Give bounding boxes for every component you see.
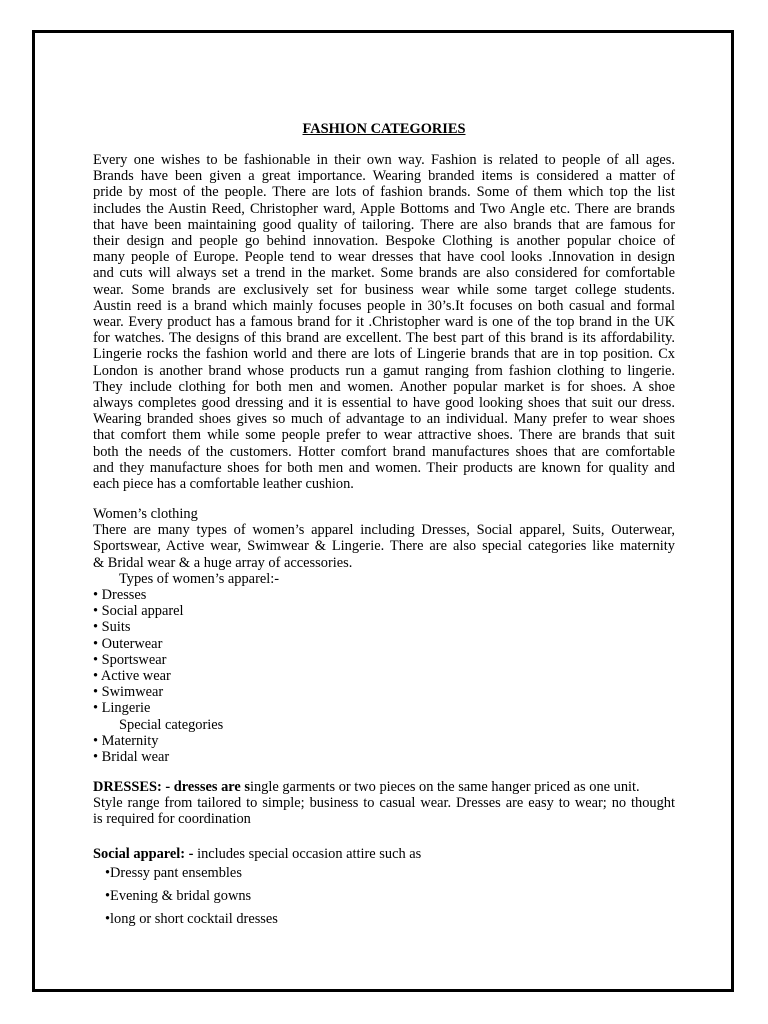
womens-desc-line: There are many types of women’s apparel including Dresses, Social apparel, Suits, Outerwear, xyxy=(93,522,675,539)
apparel-type-item: • Dresses xyxy=(93,587,147,604)
apparel-type-item: • Social apparel xyxy=(93,603,184,620)
womens-clothing-section xyxy=(93,506,675,765)
intro-line: They include clothing for both men and women. Another popular market is for shoes. A shoe xyxy=(93,378,675,395)
intro-line: always completes good dressing and it is essential to have good looking shoes that suit our dress. xyxy=(93,395,675,412)
types-list xyxy=(93,587,675,717)
intro-paragraph xyxy=(93,152,675,492)
intro-line: Every one wishes to be fashionable in their own way. Fashion is related to people of all ages. xyxy=(93,152,675,168)
dresses-text xyxy=(93,795,675,827)
intro-line: and they manufacture shoes for both men and women. Their products are known for quality and xyxy=(93,459,675,476)
intro-line: for watches. The designs of this brand are excellent. The best part of this brand is its affordability. xyxy=(93,330,675,347)
dresses-line: Style range from tailored to simple; business to casual wear. Dresses are easy to wear; no thought xyxy=(93,795,675,812)
social-text: includes special occasion attire such as xyxy=(197,846,422,862)
intro-text xyxy=(93,152,675,492)
dresses-section xyxy=(93,779,675,828)
social-items-list xyxy=(93,862,675,931)
dresses-label: DRESSES: - dresses are s xyxy=(93,779,250,795)
intro-line: and cuts will always set a trend in the market. Some brands are also considered for comfortable xyxy=(93,265,675,282)
social-apparel-item: •Dressy pant ensembles xyxy=(105,865,242,882)
womens-description xyxy=(93,522,675,571)
intro-line: that have been maintaining good quality of tailoring. There are also brands that are famous for xyxy=(93,216,675,233)
womens-desc-line: Sportswear, Active wear, Swimwear & Lingerie. There are also special categories like maternity xyxy=(93,538,675,555)
intro-line: Lingerie rocks the fashion world and there are lots of Lingerie brands that are in top position. Cx xyxy=(93,346,675,363)
intro-line: Wearing branded shoes gives so much of advantage to an individual. Many prefer to wear shoes xyxy=(93,411,675,428)
apparel-type-item: • Outerwear xyxy=(93,635,163,652)
womens-desc-line: & Bridal wear & a huge array of accessories. xyxy=(93,554,353,571)
apparel-type-item: • Suits xyxy=(93,619,131,636)
apparel-type-item: • Swimwear xyxy=(93,684,164,701)
apparel-type-item: • Active wear xyxy=(93,667,171,684)
dresses-first-text: ingle garments or two pieces on the same hanger priced as one unit. xyxy=(249,779,640,795)
dresses-line: is required for coordination xyxy=(93,811,251,828)
intro-line: pride by most of the people. There are lots of fashion brands. Some of them which top the list xyxy=(93,184,675,201)
intro-line: Brands have been given a great importance. Wearing branded items is considered a matter of xyxy=(93,168,675,185)
apparel-type-item: • Sportswear xyxy=(93,651,167,668)
intro-line: their design and people go behind innovation. Bespoke Clothing is another popular choice of xyxy=(93,233,675,250)
intro-line: wear. Some brands are exclusively set for business wear while some target college students. xyxy=(93,281,675,298)
special-heading: Special categories xyxy=(119,716,224,733)
special-category-item: • Maternity xyxy=(93,732,159,749)
intro-line: Austin reed is a brand which mainly focuses people in 30’s.It focuses on both casual and formal xyxy=(93,297,675,314)
special-category-item: • Bridal wear xyxy=(93,748,170,765)
intro-line: both the needs of the customers. Hotter comfort brand manufactures shoes that are comfortable xyxy=(93,443,675,460)
womens-heading: Women’s clothing xyxy=(93,506,198,522)
intro-line: each piece has a comfortable leather cushion. xyxy=(93,476,354,493)
social-apparel-section xyxy=(93,846,675,931)
social-label: Social apparel: - xyxy=(93,846,198,862)
social-first-line xyxy=(93,846,675,862)
intro-line: many people of Europe. People tend to wear dresses that have cool looks .Innovation in design xyxy=(93,249,675,266)
intro-line: London is another brand whose products run a gamut ranging from fashion clothing to lingerie. xyxy=(93,362,675,379)
dresses-first-line xyxy=(93,779,675,795)
page-title: FASHION CATEGORIES xyxy=(302,121,466,137)
social-apparel-item: •long or short cocktail dresses xyxy=(105,911,278,928)
intro-line: includes the Austin Reed, Christopher ward, Apple Bottoms and Two Angle etc. There are brands xyxy=(93,200,675,217)
intro-line: wear. Every product has a famous brand for it .Christopher ward is one of the top brand in the UK xyxy=(93,314,675,331)
special-list xyxy=(93,733,675,765)
apparel-type-item: • Lingerie xyxy=(93,700,151,717)
intro-line: that comfort them while some people prefer to wear attractive shoes. There are brands that suit xyxy=(93,427,675,444)
types-heading: Types of women’s apparel:- xyxy=(119,570,280,587)
social-apparel-item: •Evening & bridal gowns xyxy=(105,888,252,905)
